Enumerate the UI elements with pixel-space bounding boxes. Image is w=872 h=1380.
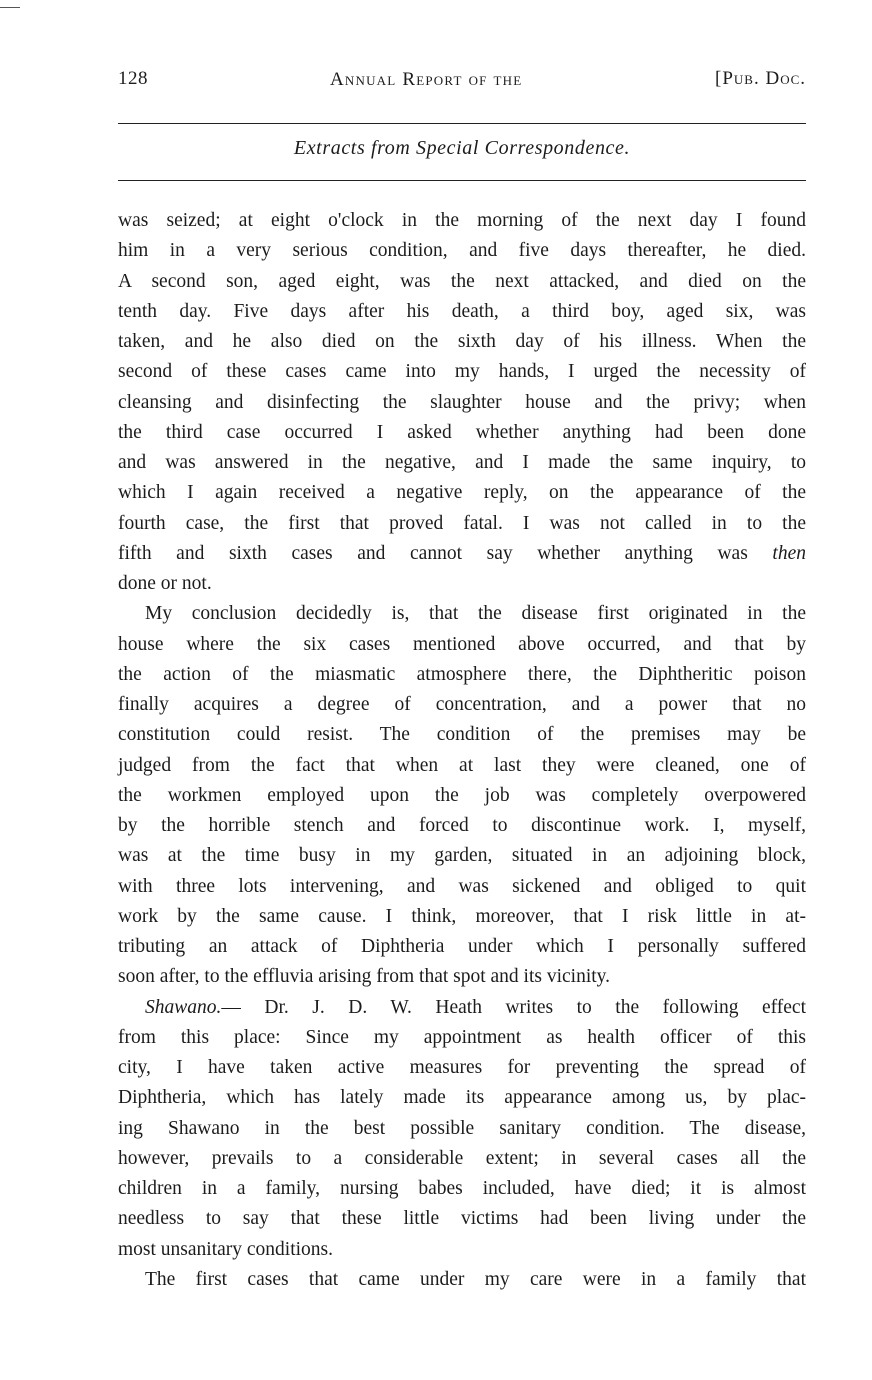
text-line: the workmen employed upon the job was completely overpowered <box>118 784 806 806</box>
text-run: fifth and sixth cases and cannot say whether anything was <box>118 542 773 564</box>
text-line: by the horrible stench and forced to discontinue work. I, myself, <box>118 815 806 836</box>
emphasized-word: then <box>772 542 806 564</box>
text-line: A second son, aged eight, was the next attacked, and died on the <box>118 270 806 292</box>
text-line: children in a family, nursing babes included, have died; it is almost <box>118 1178 806 1199</box>
text-line: finally acquires a degree of concentration, and a power that no <box>118 694 806 715</box>
header-rule-bottom <box>118 180 806 181</box>
text-line: The first cases that came under my care were in a family that <box>145 1268 806 1290</box>
text-line: cleansing and disinfecting the slaughter house and the privy; when <box>118 391 806 413</box>
page-number: 128 <box>118 68 148 89</box>
running-title: Annual Report of the <box>330 69 523 90</box>
text-line: tributing an attack of Diphtheria under which I personally suffered <box>118 936 806 957</box>
text-line: with three lots intervening, and was sickened and obliged to quit <box>118 875 806 897</box>
text-line: however, prevails to a considerable extent; in several cases all the <box>118 1147 806 1169</box>
text-line: taken, and he also died on the sixth day of his illness. When the <box>118 331 806 352</box>
text-line: judged from the fact that when at last they were cleaned, one of <box>118 754 806 776</box>
margin-mark <box>0 7 20 8</box>
text-line: city, I have taken active measures for preventing the spread of <box>118 1057 806 1078</box>
text-line: which I again received a negative reply, on the appearance of the <box>118 482 806 504</box>
text-line: the action of the miasmatic atmosphere there, the Diphtheritic poison <box>118 663 806 685</box>
text-line: most unsanitary conditions. <box>118 1238 334 1260</box>
page-header <box>118 68 806 98</box>
text-line: done or not. <box>118 573 212 594</box>
header-rule-top <box>118 123 806 124</box>
text-line: work by the same cause. I think, moreover, that I risk little in at- <box>118 905 806 927</box>
text-line: tenth day. Five days after his death, a third boy, aged six, was <box>118 300 806 322</box>
text-line-with-place <box>118 993 806 1023</box>
text-line: from this place: Since my appointment as health officer of this <box>118 1026 806 1048</box>
text-line: second of these cases came into my hands, I urged the necessity of <box>118 361 806 383</box>
paragraph-1 <box>118 206 806 599</box>
paragraph-4 <box>118 1265 806 1295</box>
paragraph-3 <box>118 993 806 1265</box>
document-label: [Pub. Doc. <box>715 68 806 89</box>
text-line: Diphtheria, which has lately made its appearance among us, by plac- <box>118 1087 806 1109</box>
text-line: him in a very serious condition, and five days thereafter, he died. <box>118 240 806 262</box>
text-line: fourth case, the first that proved fatal. I was not called in to the <box>118 512 806 534</box>
paragraph-2 <box>118 599 806 992</box>
text-line: ing Shawano in the best possible sanitary condition. The disease, <box>118 1117 806 1139</box>
text-line: was at the time busy in my garden, situated in an adjoining block, <box>118 845 806 867</box>
text-line: house where the six cases mentioned above occurred, and that by <box>118 633 806 655</box>
text-line: constitution could resist. The condition of the premises may be <box>118 724 806 746</box>
body-text <box>118 206 806 1295</box>
text-line: soon after, to the effluvia arising from that spot and its vicinity. <box>118 966 611 988</box>
text-line: the third case occurred I asked whether anything had been done <box>118 421 806 443</box>
text-line: My conclusion decidedly is, that the disease first originated in the <box>145 603 806 625</box>
text-line: was seized; at eight o'clock in the morning of the next day I found <box>118 210 806 231</box>
place-name: Shawano. <box>145 996 222 1018</box>
text-run: — Dr. J. D. W. Heath writes to the following effect <box>221 996 806 1018</box>
text-line-with-emphasis <box>118 539 806 569</box>
text-line: needless to say that these little victims had been living under the <box>118 1208 806 1230</box>
text-line: and was answered in the negative, and I made the same inquiry, to <box>118 452 806 473</box>
section-title: Extracts from Special Correspondence. <box>293 137 631 159</box>
